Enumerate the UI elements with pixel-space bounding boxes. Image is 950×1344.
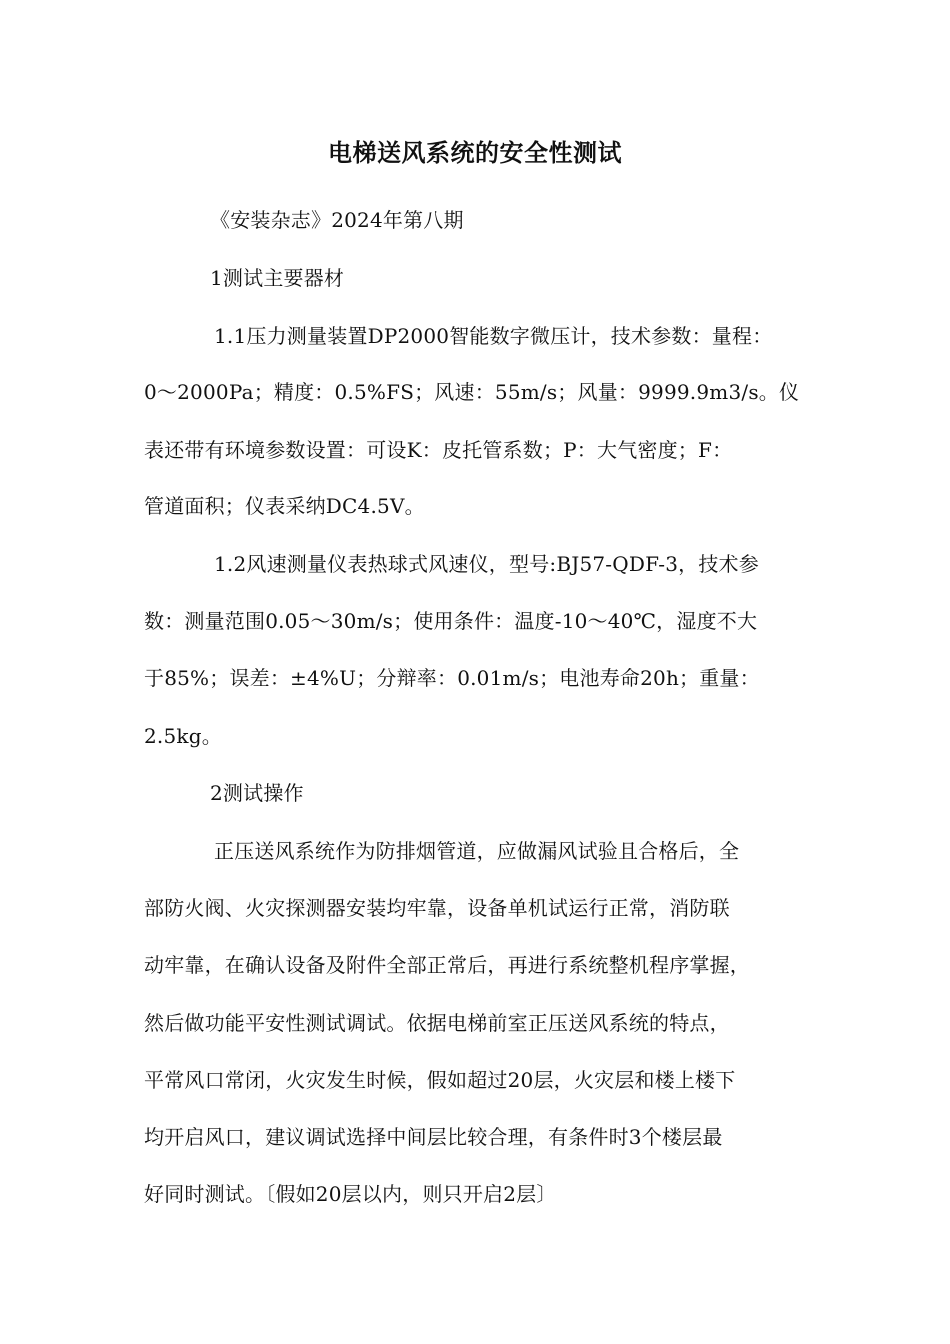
document-title: 电梯送风系统的安全性测试 [328, 138, 622, 167]
paragraph-2-line-1: 1.2风速测量仪表热球式风速仪，型号:BJ57-QDF-3，技术参 [214, 552, 759, 576]
paragraph-2-line-3: 于85%；误差：±4%U；分辩率：0.01m/s；电池寿命20h；重量： [144, 666, 760, 690]
section-heading-2: 2测试操作 [210, 781, 304, 805]
paragraph-1-line-4: 管道面积；仪表采纳DC4.5V。 [144, 494, 425, 518]
paragraph-1-line-2: 0～2000Pa；精度：0.5%FS；风速：55m/s；风量：9999.9m3/s。仪 [144, 380, 800, 404]
paragraph-3-line-6: 均开启风口，建议调试选择中间层比较合理，有条件时3个楼层最 [144, 1125, 723, 1149]
paragraph-3-line-3: 动牢靠，在确认设备及附件全部正常后，再进行系统整机程序掌握， [144, 953, 750, 977]
source-line: 《安装杂志》2024年第八期 [210, 208, 464, 232]
paragraph-3-line-5: 平常风口常闭，火灾发生时候，假如超过20层，火灾层和楼上楼下 [144, 1068, 736, 1092]
paragraph-3-line-2: 部防火阀、火灾探测器安装均牢靠，设备单机试运行正常，消防联 [144, 896, 730, 920]
paragraph-3-line-7: 好同时测试。〔假如20层以内，则只开启2层〕 [144, 1182, 557, 1206]
paragraph-1-line-1: 1.1压力测量装置DP2000智能数字微压计，技术参数：量程： [214, 324, 773, 348]
paragraph-3-line-1: 正压送风系统作为防排烟管道，应做漏风试验且合格后，全 [214, 839, 740, 863]
paragraph-2-line-2: 数：测量范围0.05～30m/s；使用条件：温度-10～40℃，湿度不大 [144, 609, 758, 633]
paragraph-1-line-3: 表还带有环境参数设置：可设K：皮托管系数；P：大气密度；F： [144, 438, 733, 462]
paragraph-2-line-4: 2.5kg。 [144, 724, 222, 748]
paragraph-3-line-4: 然后做功能平安性测试调试。依据电梯前室正压送风系统的特点， [144, 1011, 730, 1035]
section-heading-1: 1测试主要器材 [210, 266, 345, 290]
